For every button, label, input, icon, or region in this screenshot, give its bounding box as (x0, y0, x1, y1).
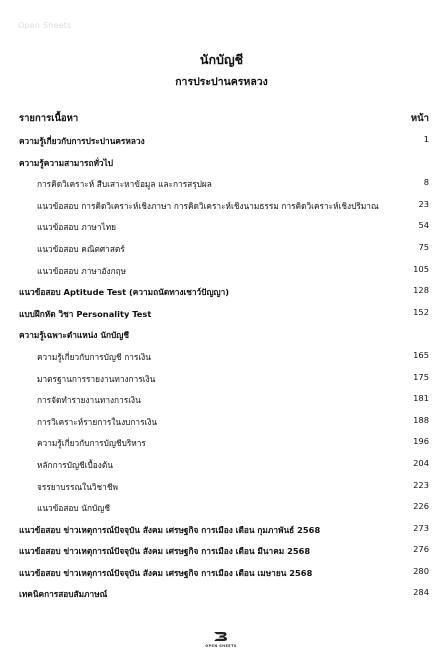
toc-entry-title: แนวข้อสอบ คณิตศาสตร์ (37, 243, 125, 254)
toc-header (19, 111, 429, 125)
toc-entry-page: 181 (413, 393, 429, 404)
toc-entry (19, 242, 443, 264)
toc-entry-title: เทคนิคการสอบสัมภาษณ์ (19, 589, 108, 600)
toc-header-page: หน้า (410, 113, 429, 124)
toc-entry-page: 128 (413, 285, 429, 296)
toc-entry-title: แบบฝึกหัด วิชา Personality Test (19, 308, 152, 319)
toc-entry (19, 393, 443, 415)
toc-section (19, 307, 443, 329)
toc-entry-page: 196 (413, 436, 429, 447)
toc-section (19, 328, 443, 350)
toc-section (19, 134, 443, 156)
table-of-contents (19, 134, 443, 609)
toc-entry-page: 152 (413, 306, 429, 317)
toc-entry-page: 273 (413, 522, 429, 533)
toc-entry-page: 54 (418, 220, 429, 231)
document-subtitle: การประปานครหลวง (175, 76, 268, 88)
toc-entry (19, 436, 443, 458)
toc-entry-title: การจัดทำรายงานทางการเงิน (37, 395, 141, 406)
toc-entry (19, 177, 443, 199)
toc-entry (19, 480, 443, 502)
toc-section (19, 285, 443, 307)
toc-entry-title: ความรู้เกี่ยวกับการบัญชีบริหาร (37, 438, 146, 449)
toc-entry-title: มาตรฐานการรายงานทางการเงิน (37, 373, 156, 384)
toc-entry (19, 458, 443, 480)
toc-entry-title: ความรู้เฉพาะตำแหน่ง นักบัญชี (19, 330, 130, 341)
toc-section (19, 156, 443, 178)
toc-entry-page: 1 (423, 134, 429, 144)
toc-entry-page: 226 (413, 501, 429, 512)
toc-entry-title: แนวข้อสอบ ภาษาไทย (37, 222, 117, 233)
toc-entry-page: 284 (413, 587, 429, 598)
toc-entry-page: 280 (413, 565, 429, 576)
toc-entry (19, 415, 443, 437)
toc-entry (19, 264, 443, 286)
toc-entry-title: แนวข้อสอบ ข่าวเหตุการณ์ปัจจุบัน สังคม เศรษฐกิจ การเมือง เดือน มีนาคม 2568 (19, 546, 311, 557)
toc-header-label: รายการเนื้อหา (19, 113, 79, 124)
toc-section (19, 544, 443, 566)
toc-entry-title: แนวข้อสอบ ข่าวเหตุการณ์ปัจจุบัน สังคม เศรษฐกิจ การเมือง เดือน กุมภาพันธ์ 2568 (19, 524, 321, 535)
toc-section (19, 566, 443, 588)
footer-logo-text: OPEN SHEETS (205, 644, 237, 648)
watermark: Open Sheets (18, 21, 72, 30)
toc-entry-title: จรรยาบรรณในวิชาชีพ (37, 481, 118, 492)
toc-section (19, 587, 443, 609)
toc-section (19, 523, 443, 545)
toc-entry-page: 276 (413, 544, 429, 555)
toc-entry-page: 165 (413, 349, 429, 360)
toc-entry-page: 175 (413, 371, 429, 382)
toc-entry-page: 223 (413, 479, 429, 490)
toc-entry-title: หลักการบัญชีเบื้องต้น (37, 459, 113, 470)
toc-entry-title: ความรู้เกี่ยวกับการประปานครหลวง (19, 136, 145, 146)
toc-entry-page: 188 (413, 414, 429, 425)
toc-entry-title: การคิดวิเคราะห์ สืบเสาะหาข้อมูล และการสรุปผล (37, 179, 212, 190)
toc-entry-page: 23 (418, 198, 429, 209)
footer-logo (197, 631, 245, 651)
toc-entry-page: 204 (413, 457, 429, 468)
toc-entry-title: แนวข้อสอบ Aptitude Test (ความถนัดทางเชาว์ปัญญา) (19, 287, 230, 298)
toc-entry-title: การวิเคราะห์รายการในงบการเงิน (37, 416, 158, 427)
toc-entry-title: แนวข้อสอบ ข่าวเหตุการณ์ปัจจุบัน สังคม เศรษฐกิจ การเมือง เดือน เมษายน 2568 (19, 567, 313, 578)
toc-entry-title: ความรู้ความสามารถทั่วไป (19, 157, 114, 168)
document-title: นักบัญชี (199, 52, 244, 67)
toc-entry (19, 199, 443, 221)
toc-entry-page: 8 (423, 177, 429, 188)
toc-entry-title: ความรู้เกี่ยวกับการบัญชี การเงิน (37, 351, 151, 362)
toc-entry (19, 501, 443, 523)
toc-entry-title: แนวข้อสอบ นักบัญชี (37, 503, 110, 514)
toc-entry (19, 350, 443, 372)
toc-entry (19, 372, 443, 394)
toc-entry (19, 220, 443, 242)
toc-entry-title: แนวข้อสอบ การคิดวิเคราะห์เชิงภาษา การคิดวิเคราะห์เชิงนามธรรม การคิดวิเคราะห์เชิงปริมาณ (37, 200, 379, 211)
toc-entry-page: 75 (418, 241, 429, 252)
toc-entry-title: แนวข้อสอบ ภาษาอังกฤษ (37, 265, 127, 276)
open-sheets-logo-icon (213, 631, 229, 642)
toc-entry-page: 105 (413, 263, 429, 274)
